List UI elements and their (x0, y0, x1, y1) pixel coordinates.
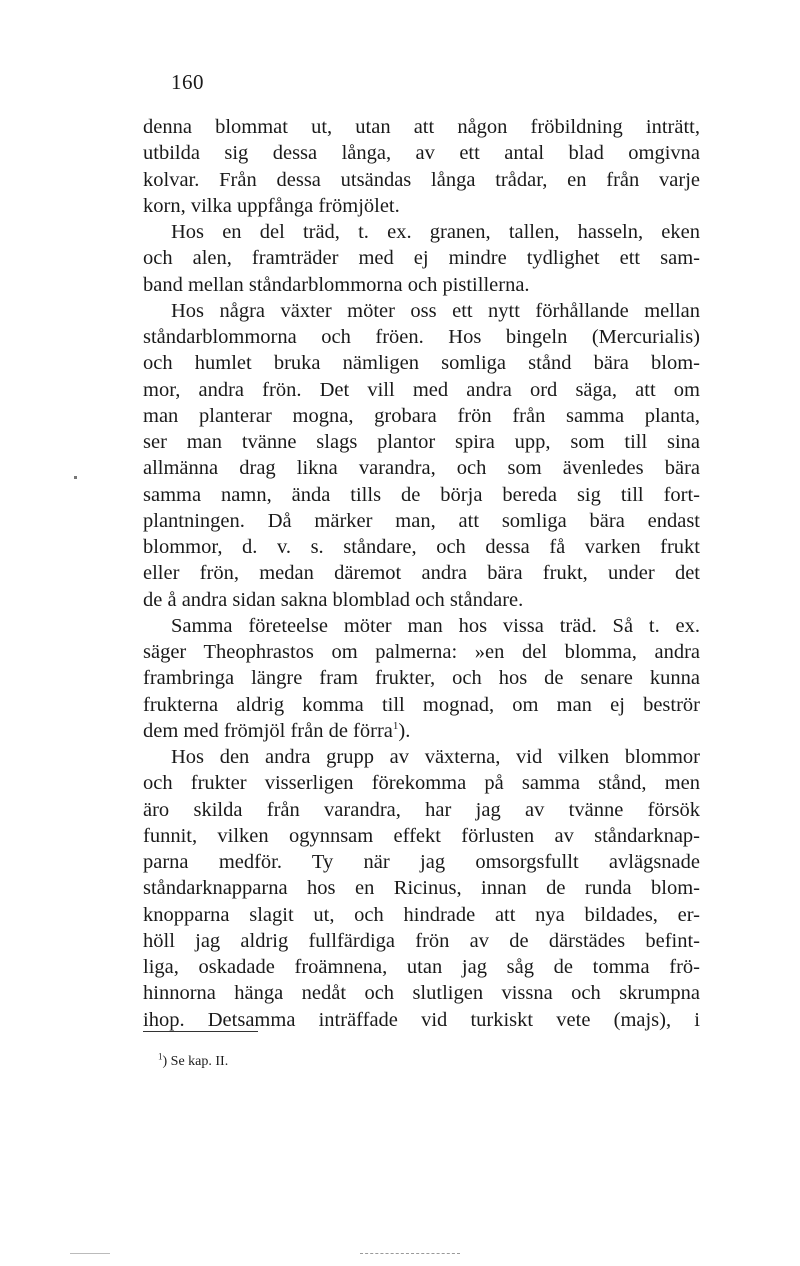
text-line: band mellan ståndarblommorna och pistillerna. (143, 273, 530, 296)
text-line: och alen, framträder med ej mindre tydlighet ett sam- (143, 247, 700, 270)
text-line: plantningen. Då märker man, att somliga bära endast (143, 509, 700, 532)
text-line: ståndarknapparna hos en Ricinus, innan de runda blom- (143, 877, 700, 900)
footnote-reference-tail: ). (398, 719, 411, 742)
footnote-divider (143, 1031, 258, 1032)
text-line: denna blommat ut, utan att någon fröbildning inträtt, (143, 116, 700, 138)
text-line: och humlet bruka nämligen somliga stånd bära blom- (143, 352, 700, 375)
text-line: knopparna slagit ut, och hindrade att nya bildades, er- (143, 903, 700, 926)
text-line: samma namn, ända tills de börja bereda sig till fort- (143, 483, 700, 506)
footnote (158, 1051, 229, 1070)
text-line: frambringa längre fram frukter, och hos de senare kunna (143, 667, 700, 690)
text-line: kolvar. Från dessa utsändas långa trådar, en från varje (143, 168, 700, 191)
scan-artifact (360, 1253, 460, 1254)
text-line: eller frön, medan däremot andra bära frukt, under det (143, 562, 700, 585)
text-line: frukterna aldrig komma till mognad, om man ej beströr (143, 693, 700, 716)
text-line: Hos en del träd, t. ex. granen, tallen, hasseln, eken (171, 221, 700, 243)
text-line: hinnorna hänga nedåt och slutligen vissna och skrumpna (143, 982, 700, 1005)
page-number: 160 (171, 70, 204, 94)
text-line: ihop. Detsamma inträffade vid turkiskt vete (majs), i (143, 1008, 700, 1031)
text-line: äro skilda från varandra, har jag av tvänne försök (143, 798, 700, 821)
text-line: allmänna drag likna varandra, och som ävenledes bära (143, 457, 700, 480)
text-line: och frukter visserligen förekomma på samma stånd, men (143, 772, 700, 795)
text-line: Hos den andra grupp av växterna, vid vilken blommor (171, 746, 700, 768)
text-line: Hos några växter möter oss ett nytt förhållande mellan (171, 299, 700, 322)
footnote-marker: 1 (158, 1051, 163, 1062)
footnote-text: ) Se kap. II. (162, 1054, 229, 1069)
text-line: ståndarblommorna och fröen. Hos bingeln (Mercurialis) (143, 326, 700, 348)
text-line: blommor, d. v. s. ståndare, och dessa få varken frukt (143, 536, 700, 558)
text-line: man planterar mogna, grobara frön från samma planta, (143, 404, 700, 427)
footnote-reference[interactable]: 1 (392, 719, 399, 732)
text-line-with-footnote (143, 718, 700, 744)
scan-artifact-left (70, 1253, 110, 1254)
text-line: korn, vilka uppfånga frömjölet. (143, 194, 400, 217)
text-line: funnit, vilken ogynnsam effekt förlusten av ståndarknap- (143, 824, 700, 847)
text-line: dem med frömjöl från de förra (143, 719, 393, 742)
margin-speck (74, 476, 77, 479)
text-line: säger Theophrastos om palmerna: »en del blomma, andra (143, 641, 700, 663)
text-line: ser man tvänne slags plantor spira upp, som till sina (143, 431, 700, 453)
text-line: Samma företeelse möter man hos vissa träd. Så t. ex. (171, 614, 700, 637)
text-line: de å andra sidan sakna blomblad och ståndare. (143, 588, 524, 611)
text-line: liga, oskadade froämnena, utan jag såg de tomma frö- (143, 956, 700, 978)
body-text (143, 114, 700, 1033)
text-line: höll jag aldrig fullfärdiga frön av de därstädes befint- (143, 929, 700, 952)
text-line: utbilda sig dessa långa, av ett antal blad omgivna (143, 142, 700, 165)
text-line: parna medför. Ty när jag omsorgsfullt avlägsnade (143, 851, 700, 873)
text-line: mor, andra frön. Det vill med andra ord säga, att om (143, 378, 700, 401)
